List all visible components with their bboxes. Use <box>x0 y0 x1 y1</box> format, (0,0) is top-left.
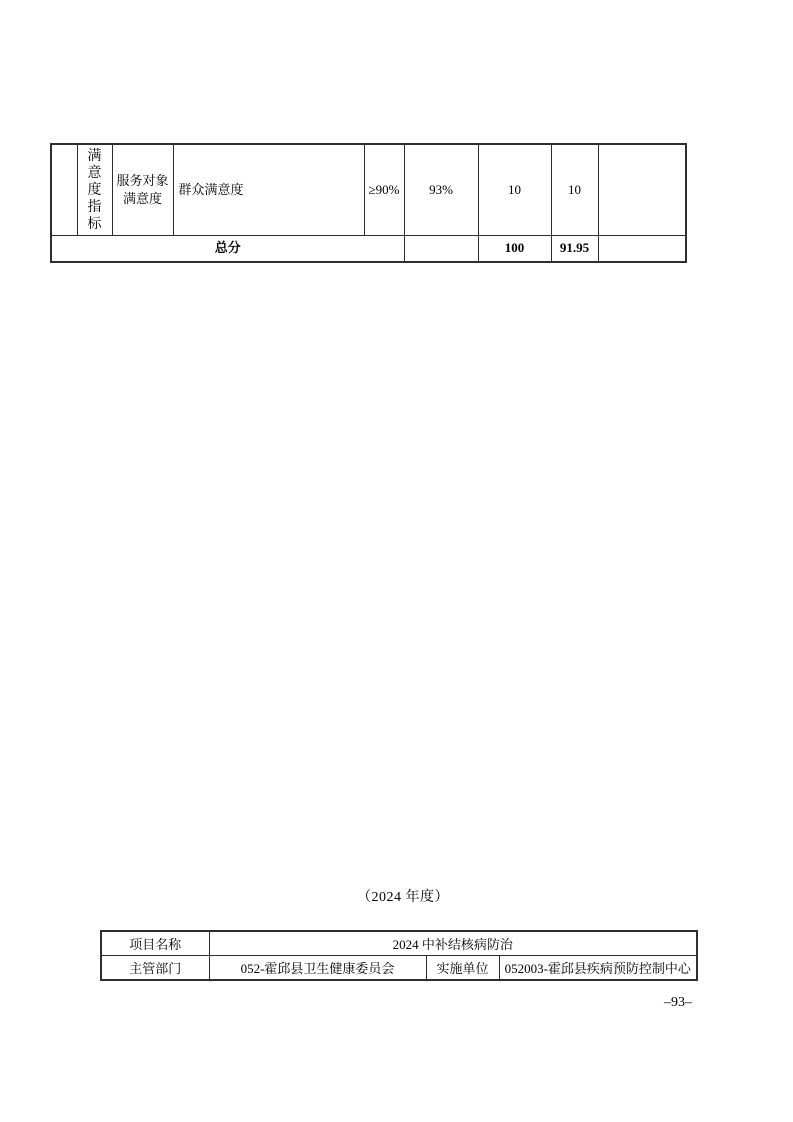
project-name-row <box>101 931 697 956</box>
project-info-table <box>100 930 698 981</box>
total-weight-cell: 100 <box>478 236 551 263</box>
implement-unit-value-cell: 052003-霍邱县疾病预防控制中心 <box>499 956 697 981</box>
score-cell: 10 <box>551 144 598 236</box>
empty-spanner-cell <box>51 144 77 236</box>
subcategory-cell <box>112 144 173 236</box>
total-label-cell: 总分 <box>51 236 404 263</box>
category-cell <box>77 144 112 236</box>
year-heading: （2024 年度） <box>357 890 449 905</box>
page-number: –93– <box>664 995 692 1010</box>
department-row <box>101 956 697 981</box>
department-label-cell: 主管部门 <box>101 956 209 981</box>
target-value-cell: ≥90% <box>364 144 404 236</box>
total-row <box>51 236 686 263</box>
weight-cell: 10 <box>478 144 551 236</box>
total-remark-cell <box>598 236 686 263</box>
subcategory-label: 服务对象满意度 <box>116 173 169 206</box>
department-value-cell: 052-霍邱县卫生健康委员会 <box>209 956 426 981</box>
category-vertical-label: 满意度指标 <box>87 148 102 232</box>
indicator-cell: 群众满意度 <box>173 144 364 236</box>
implement-unit-label-cell: 实施单位 <box>426 956 499 981</box>
actual-value-cell: 93% <box>404 144 478 236</box>
remark-cell <box>598 144 686 236</box>
table-row <box>51 144 686 236</box>
project-name-label-cell: 项目名称 <box>101 931 209 956</box>
project-name-value-cell: 2024 中补结核病防治 <box>209 931 697 956</box>
total-score-cell: 91.95 <box>551 236 598 263</box>
total-blank-cell <box>404 236 478 263</box>
performance-score-table <box>50 143 687 263</box>
